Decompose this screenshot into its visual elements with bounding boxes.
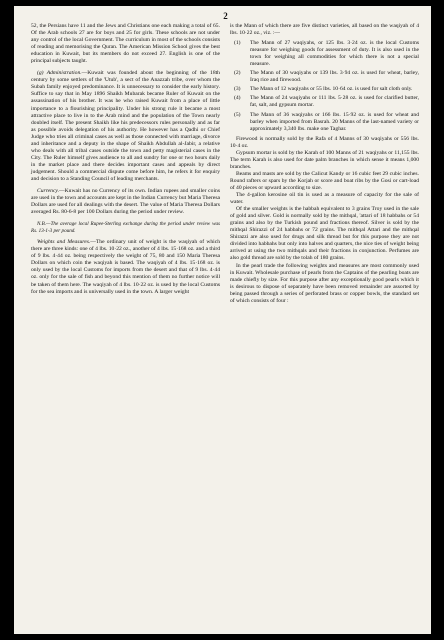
list-text: The Mann of 30 waqiyahs or 139 lbs. 3·94 oz. is used for wheat, barley, Iraq rice and firewood. (250, 70, 419, 84)
schools-paragraph: 52, the Persians have 11 and the Jews and Christians one each making a total of 65. Of the Arab schools 27 are for boys and 25 for girls. These schools are not under any control of the local Government. The curriculum in most of the schools consists of reading and memorising the Quran. The American Mission School gives the best education in Kuwait, but its members do not exceed 27. English is one of the principal subjects taught. (31, 23, 220, 65)
page-number: 2 (223, 11, 228, 21)
list-number: (3) (234, 86, 241, 93)
list-text: The Mann of 36 waqiyahs or 166 lbs. 15·92 oz. is used for wheat and barley when imported from Basrah. 20 Manns of the last-named variety or approximately 3,340 lbs. make one Taghar. (250, 111, 419, 132)
list-item (230, 40, 419, 68)
text-columns (31, 23, 420, 305)
administration-text: —Kuwait was founded about the beginning of the 18th century by some settlers of the 'Utub', a sect of the Anazzah tribe, over whom the Subah family enjoyed predominance. It is unnecessary to consider the early history. Suffice to say that in May 1896 Shaikh Mubarak became Ruler of Kuwait on the assassination of his brother. It was he who raised Kuwait from a place of little importance to a flourishing principality. Under his strong rule it became a most attractive place to live in to the Arab mind and the population of the Town nearly doubled itself. The present Shaikh like his predecessors rules personally and as far as possible avoids delegation of his authority. He however has a Qadhi or Chief Judge who tries all criminal cases as well as those connected with marriage, divorce and inheritance and a deputy in the shape of Shaikh Abdullah al-Jabir, a relative who deals with all tribal cases outside the town and petty magisterial cases in the City. The Ruler himself gives audience to all and sundry for one or two hours daily in the market place and there decides important cases and appeals by direct judgement. Should a commercial dispute come before him, he refers it for enquiry and decision to a Standing Council of leading merchants. (31, 70, 220, 182)
administration-paragraph (31, 70, 220, 183)
mann-intro: is the Mann of which there are five distinct varieties, all based on the waqiyah of 4 lbs. 10·22 oz., viz. :— (230, 23, 419, 37)
list-text: The Mann of 12 waqiyahs or 55 lbs. 10·64 oz. is used for salt cloth only. (250, 86, 413, 93)
gypsum-paragraph: Gypsum mortar is sold by the Karah of 100 Manns of 21 waqiyahs or 11,155 lbs. The term Karah is also used for date palm branches in which sense it means 1,000 branches. (230, 149, 419, 170)
weights-text: —The ordinary unit of weight is the waqiyah of which there are three kinds: one of 4 lbs. 10·22 oz., another of 4 lbs. 15·168 oz. and a third of 9 lbs. 4·44 oz. being respectively the weight of 75, 80 and 150 Maria Theresa Dollars on which coin the waqiyah is based. The waqiyah of 4 lbs. 15·168 oz. is only used by the local Customs for imports from the desert and that of 9 lbs. 4·44 oz. only for the sale of fish and beyond this mention of them no further notice will be taken of them here. The waqiyah of 4 lbs. 10·22 oz. is used by the local Customs for the sea imports and is universally used in the town. A larger weight (31, 239, 220, 295)
list-number: (5) (234, 111, 241, 118)
pearl-trade-paragraph: In the pearl trade the following weights and measures are most commonly used in Kuwait. Wholesale purchase of pearls from the Captains of the pearling boats are made chiefly by size. For this purpose after any exceptionally good pearls which it is desirous to dispose of separately have been removed remainder are assorted by being passed through a series of perforated brass or copper bowls, the standard set of which consists of four : (230, 262, 419, 304)
list-number: (1) (234, 40, 241, 47)
list-item (230, 70, 419, 84)
list-number: (4) (234, 95, 241, 102)
list-item (230, 95, 419, 109)
list-item (230, 86, 419, 93)
list-text: The Mann of 24 waqiyahs or 111 lbs. 5·28 oz. is used for clarified butter, fat, salt, and gypsum mortar. (250, 95, 419, 109)
currency-paragraph (31, 188, 220, 216)
list-text: The Mann of 27 waqiyahs, or 125 lbs. 3·24 oz. is the local Customs measure for weighing goods for assessment of duty. It is also used in the town for weighing all commodities for which there is not a special measure. (250, 40, 419, 68)
firewood-paragraph: Firewood is normally sold by the Rafa of 4 Manns of 30 waqiyahs or 556 lbs. 10·4 oz. (230, 135, 419, 149)
kerosene-paragraph: The 4-gallon kerosine oil tin is used as a measure of capacity for the sale of water. (230, 192, 419, 206)
list-item (230, 112, 419, 133)
currency-heading: Currency. (37, 188, 60, 195)
weights-paragraph (31, 239, 220, 295)
currency-text: —Kuwait has no Currency of its own. Indian rupees and smaller coins are used in the town and accounts are kept in the Indian Currency but Maria Theresa Dollars are used for all dealings with the desert. The value of Maria Theresa Dollars averaged Rs. 80-6-8 per 100 Dollars during the period under review. (31, 188, 220, 216)
mann-list (230, 40, 419, 133)
document-page (14, 6, 431, 634)
small-weights-paragraph: Of the smaller weights is the habbah equivalent to 3 grains Troy used in the sale of gold and silver. Gold is normally sold by the mithqal, 'attari of 18 habbahs or 54 grains and also by the Turkish pound and fractions thereof. Silver is sold by the mithqal Shirazzi of 24 habbahs or 72 grains. The mithqal Attari and the mithqal Shirazzi are also used for drugs and silk thread but for this purpose they are not divided into habbahs but only into halves and quarters, the nice ties of weight being arrived at using the two mithqals and their fractions in conjunction. Perfumes are also gold thread are sold by the tolah of 180 grains. (230, 206, 419, 262)
right-column (230, 23, 419, 305)
list-number: (2) (234, 70, 241, 77)
beams-paragraph: Beams and masts are sold by the Calicut Kandy or 16 cubic feet 29 cubic inches. Round rafters or spars by the Korjah or score and boat ribs by the Gosi or cart-load of 40 pieces or upward according to size. (230, 170, 419, 191)
administration-heading: (g) Administration. (37, 70, 82, 77)
exchange-note: N.B.—The average local Rupee-Sterling exchange during the period under review was Rs. 13-1-3 per pound. (31, 221, 220, 234)
weights-heading: Weights and Measures. (37, 239, 91, 246)
left-column (31, 23, 220, 305)
